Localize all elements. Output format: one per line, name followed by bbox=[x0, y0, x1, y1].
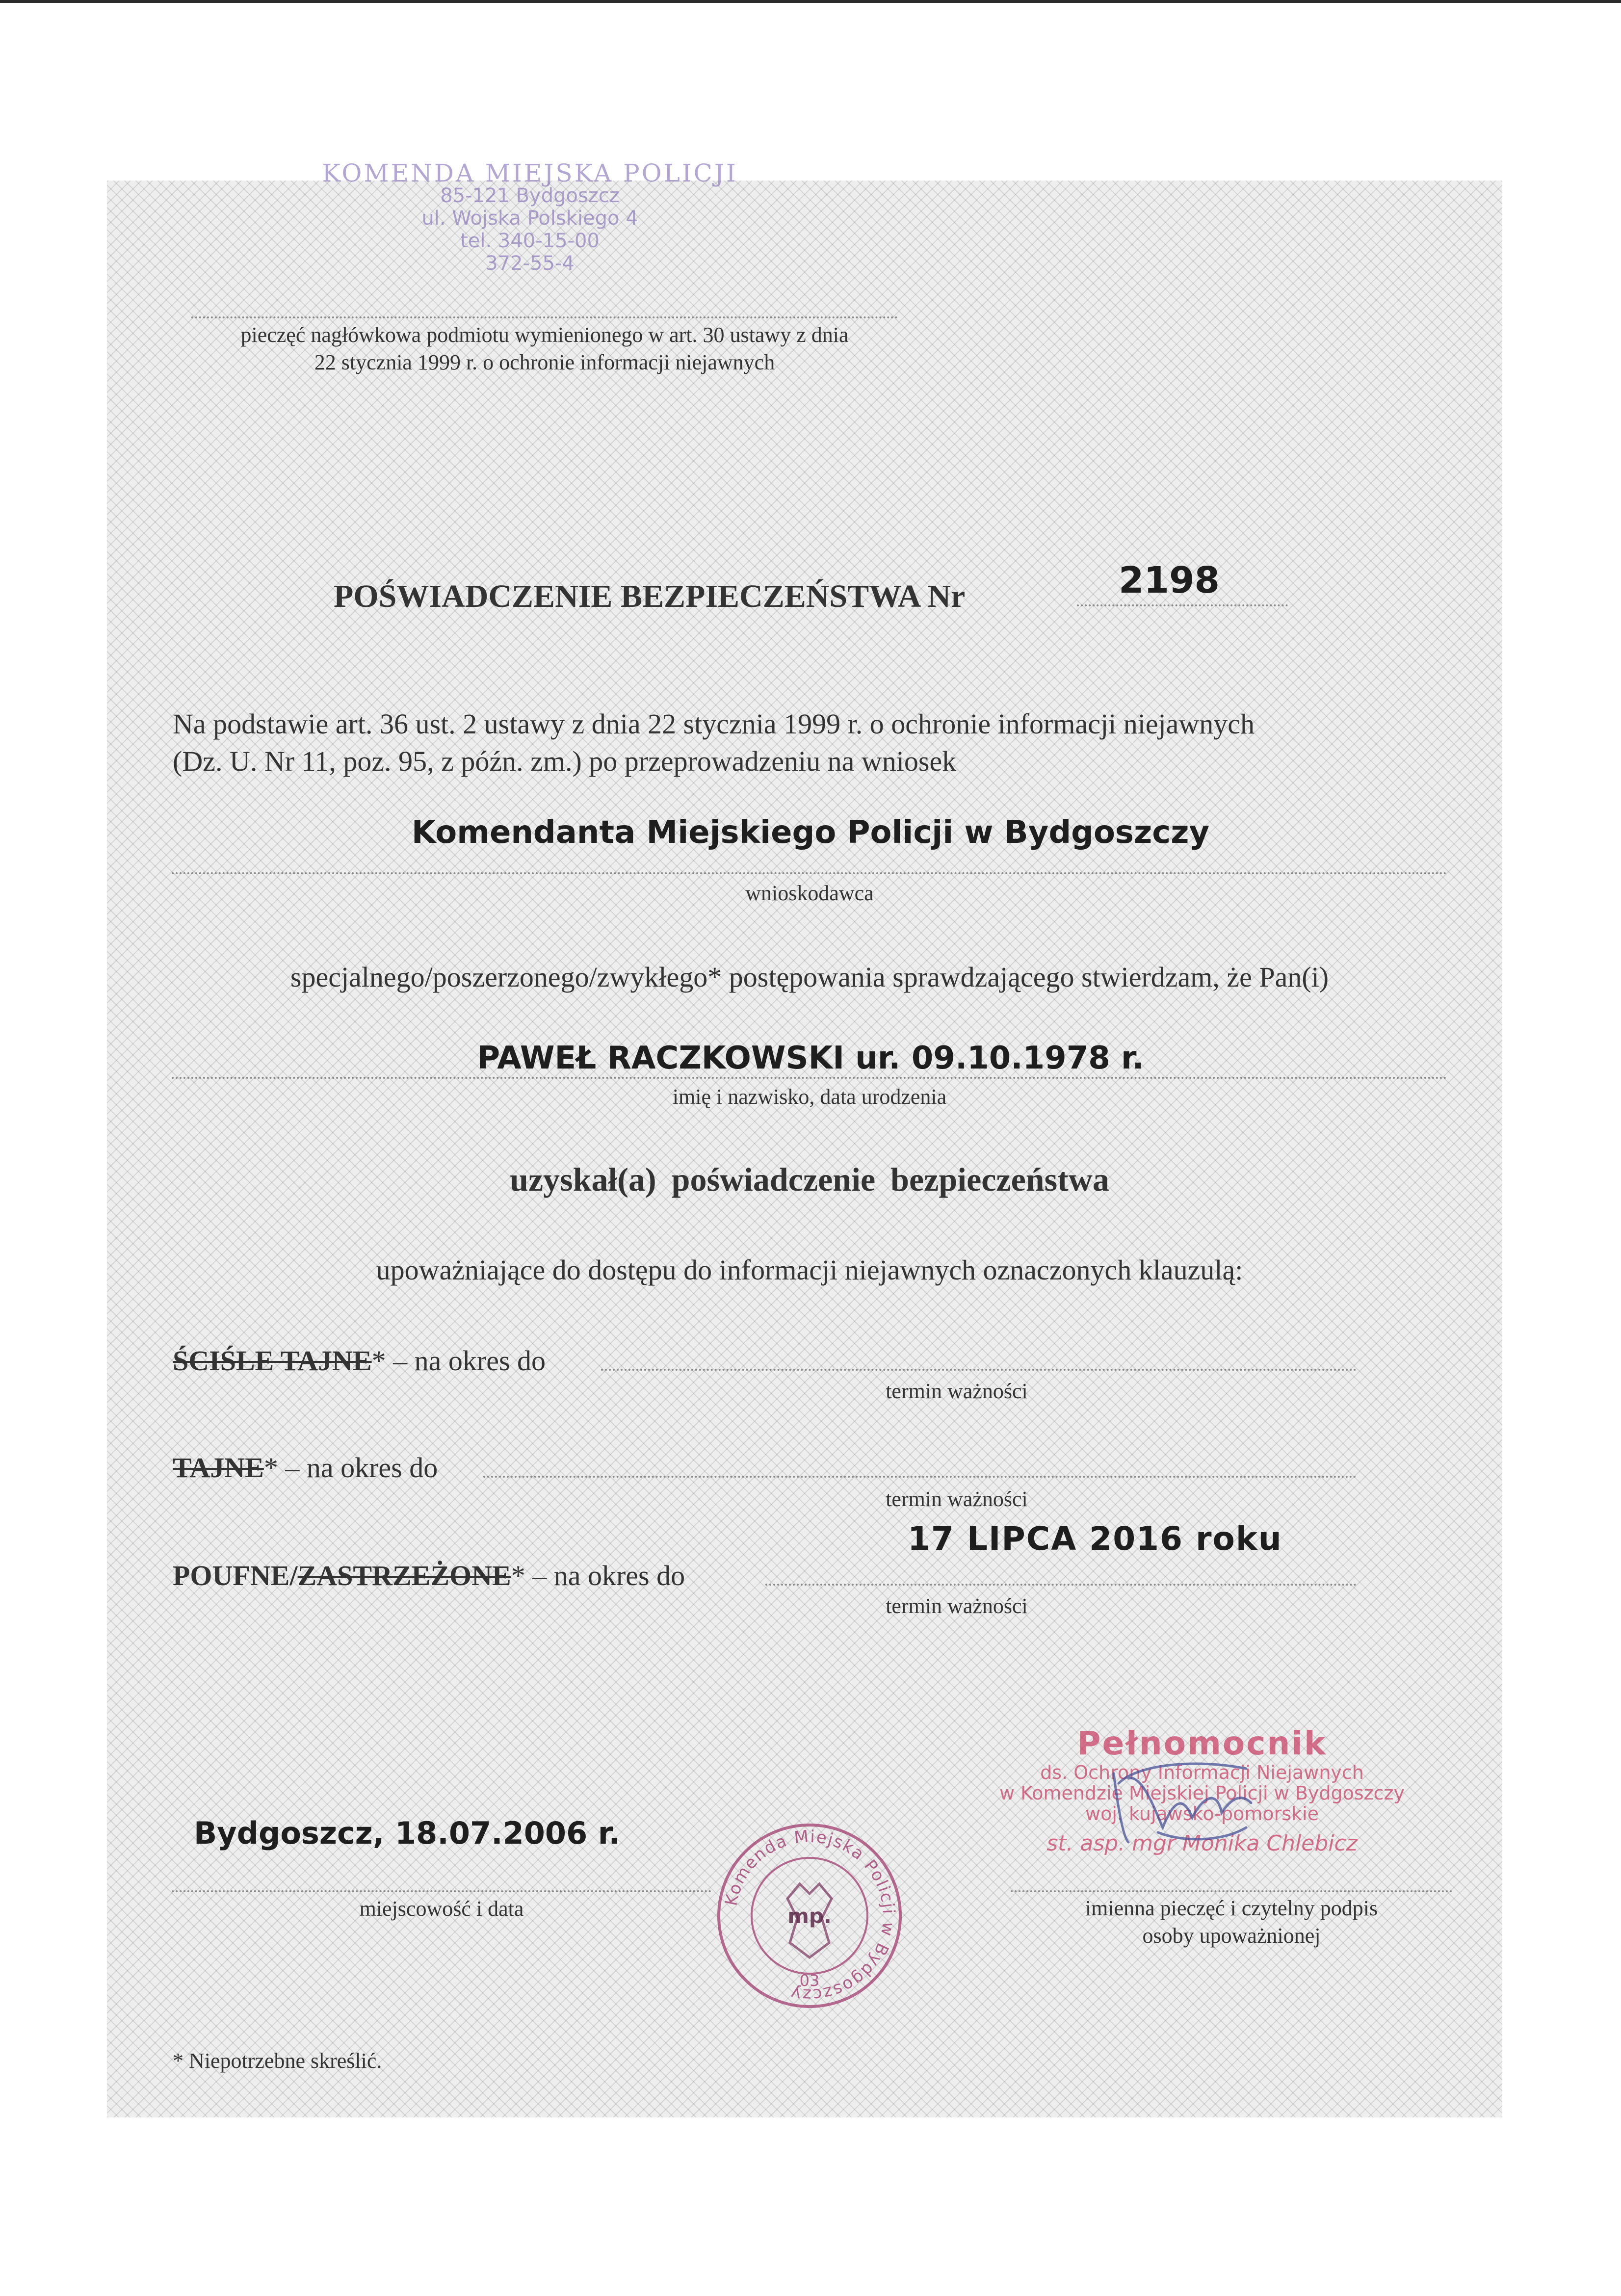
signature-line bbox=[1011, 1890, 1452, 1892]
place-date-value: Bydgoszcz, 18.07.2006 r. bbox=[194, 1815, 621, 1851]
person-line bbox=[172, 1077, 1447, 1079]
clause-tajne-suffix: * – na okres do bbox=[263, 1452, 438, 1484]
header-caption-line2: 22 stycznia 1999 r. o ochronie informacji niejawnych bbox=[314, 350, 775, 374]
place-date-caption: miejscowość i data bbox=[359, 1897, 524, 1921]
header-caption-line1: pieczęć nagłówkowa podmiotu wymienionego w art. 30 ustawy z dnia bbox=[240, 323, 849, 347]
legal-basis-line1: Na podstawie art. 36 ust. 2 ustawy z dnia 22 stycznia 1999 r. o ochronie informacji niejawnych bbox=[173, 708, 1255, 740]
clause-scisle-tajne-line bbox=[601, 1369, 1357, 1371]
legal-basis bbox=[173, 705, 1458, 780]
handwritten-signature bbox=[1099, 1744, 1261, 1857]
certificate-number-line bbox=[1077, 604, 1288, 606]
seal-center-text: mp. bbox=[787, 1904, 832, 1928]
clause-scisle-tajne-caption: termin ważności bbox=[886, 1379, 1028, 1403]
obtained-text: uzyskał(a) poświadczenie bezpieczeństwa bbox=[510, 1161, 1109, 1198]
place-date-line bbox=[172, 1890, 711, 1892]
document-title: POŚWIADCZENIE BEZPIECZEŃSTWA Nr bbox=[334, 578, 966, 614]
clause-scisle-tajne-name: ŚCIŚLE TAJNE bbox=[173, 1345, 372, 1377]
applicant-value: Komendanta Miejskiego Policji w Bydgoszczy bbox=[411, 814, 1210, 851]
applicant-caption: wnioskodawca bbox=[745, 881, 874, 905]
procedure-text: specjalnego/poszerzonego/zwykłego* postępowania sprawdzającego stwierdzam, że Pan(i) bbox=[290, 961, 1329, 993]
header-caption bbox=[147, 321, 942, 376]
clause-tajne-caption: termin ważności bbox=[886, 1487, 1028, 1511]
clause-poufne-name: POUFNE/ bbox=[173, 1560, 298, 1592]
clause-poufne-suffix: * – na okres do bbox=[511, 1560, 685, 1592]
header-stamp-line3: ul. Wojska Polskiego 4 bbox=[421, 207, 638, 230]
official-round-seal bbox=[714, 1820, 905, 2011]
certificate-number: 2198 bbox=[1119, 559, 1220, 601]
seal-ring-text: Komenda Miejska Policji w Bydgoszczy bbox=[721, 1826, 899, 2005]
officer-stamp-title: Pełnomocnik bbox=[1077, 1724, 1327, 1762]
clause-poufne-line bbox=[765, 1584, 1357, 1586]
scan-top-edge bbox=[0, 0, 1621, 3]
header-stamp-line2: 85-121 Bydgoszcz bbox=[440, 184, 620, 207]
footnote: * Niepotrzebne skreślić. bbox=[173, 2049, 382, 2073]
access-text: upoważniające do dostępu do informacji niejawnych oznaczonych klauzulą: bbox=[376, 1254, 1243, 1286]
header-stamp-line bbox=[191, 316, 898, 318]
header-stamp bbox=[314, 159, 746, 275]
clause-poufne-value: 17 LIPCA 2016 roku bbox=[908, 1520, 1282, 1558]
officer-stamp-line3: woj. kujawsko-pomorskie bbox=[1085, 1803, 1319, 1825]
header-stamp-line1: KOMENDA MIEJSKA POLICJI bbox=[322, 159, 738, 187]
signature-caption-line2: osoby upoważnionej bbox=[1142, 1924, 1321, 1948]
clause-tajne-name: TAJNE bbox=[173, 1452, 264, 1484]
clause-scisle-tajne-suffix: * – na okres do bbox=[371, 1345, 546, 1377]
officer-stamp-name: st. asp. mgr Monika Chlebicz bbox=[1046, 1831, 1358, 1856]
clause-poufne-name-struck: ZASTRZEŻONE bbox=[297, 1560, 511, 1592]
legal-basis-line2: (Dz. U. Nr 11, poz. 95, z późn. zm.) po przeprowadzeniu na wniosek bbox=[173, 745, 957, 777]
signature-caption-line1: imienna pieczęć i czytelny podpis bbox=[1085, 1896, 1378, 1920]
person-value: PAWEŁ RACZKOWSKI ur. 09.10.1978 r. bbox=[477, 1040, 1144, 1076]
seal-bottom-text: 03 bbox=[799, 1971, 820, 1990]
clause-poufne bbox=[173, 1559, 685, 1592]
officer-stamp-line1: ds. Ochrony Informacji Niejawnych bbox=[1040, 1762, 1364, 1783]
clause-scisle-tajne bbox=[173, 1344, 546, 1377]
signature-caption bbox=[986, 1895, 1477, 1950]
header-stamp-line5: 372-55-4 bbox=[485, 252, 575, 275]
applicant-line bbox=[172, 872, 1447, 874]
clause-tajne-line bbox=[483, 1476, 1357, 1478]
header-stamp-line4: tel. 340-15-00 bbox=[460, 230, 600, 252]
officer-stamp-line2: w Komendzie Miejskiej Policji w Bydgoszczy bbox=[999, 1782, 1405, 1804]
clause-poufne-caption: termin ważności bbox=[886, 1594, 1028, 1618]
person-caption: imię i nazwisko, data urodzenia bbox=[672, 1085, 947, 1109]
clause-tajne bbox=[173, 1451, 438, 1484]
